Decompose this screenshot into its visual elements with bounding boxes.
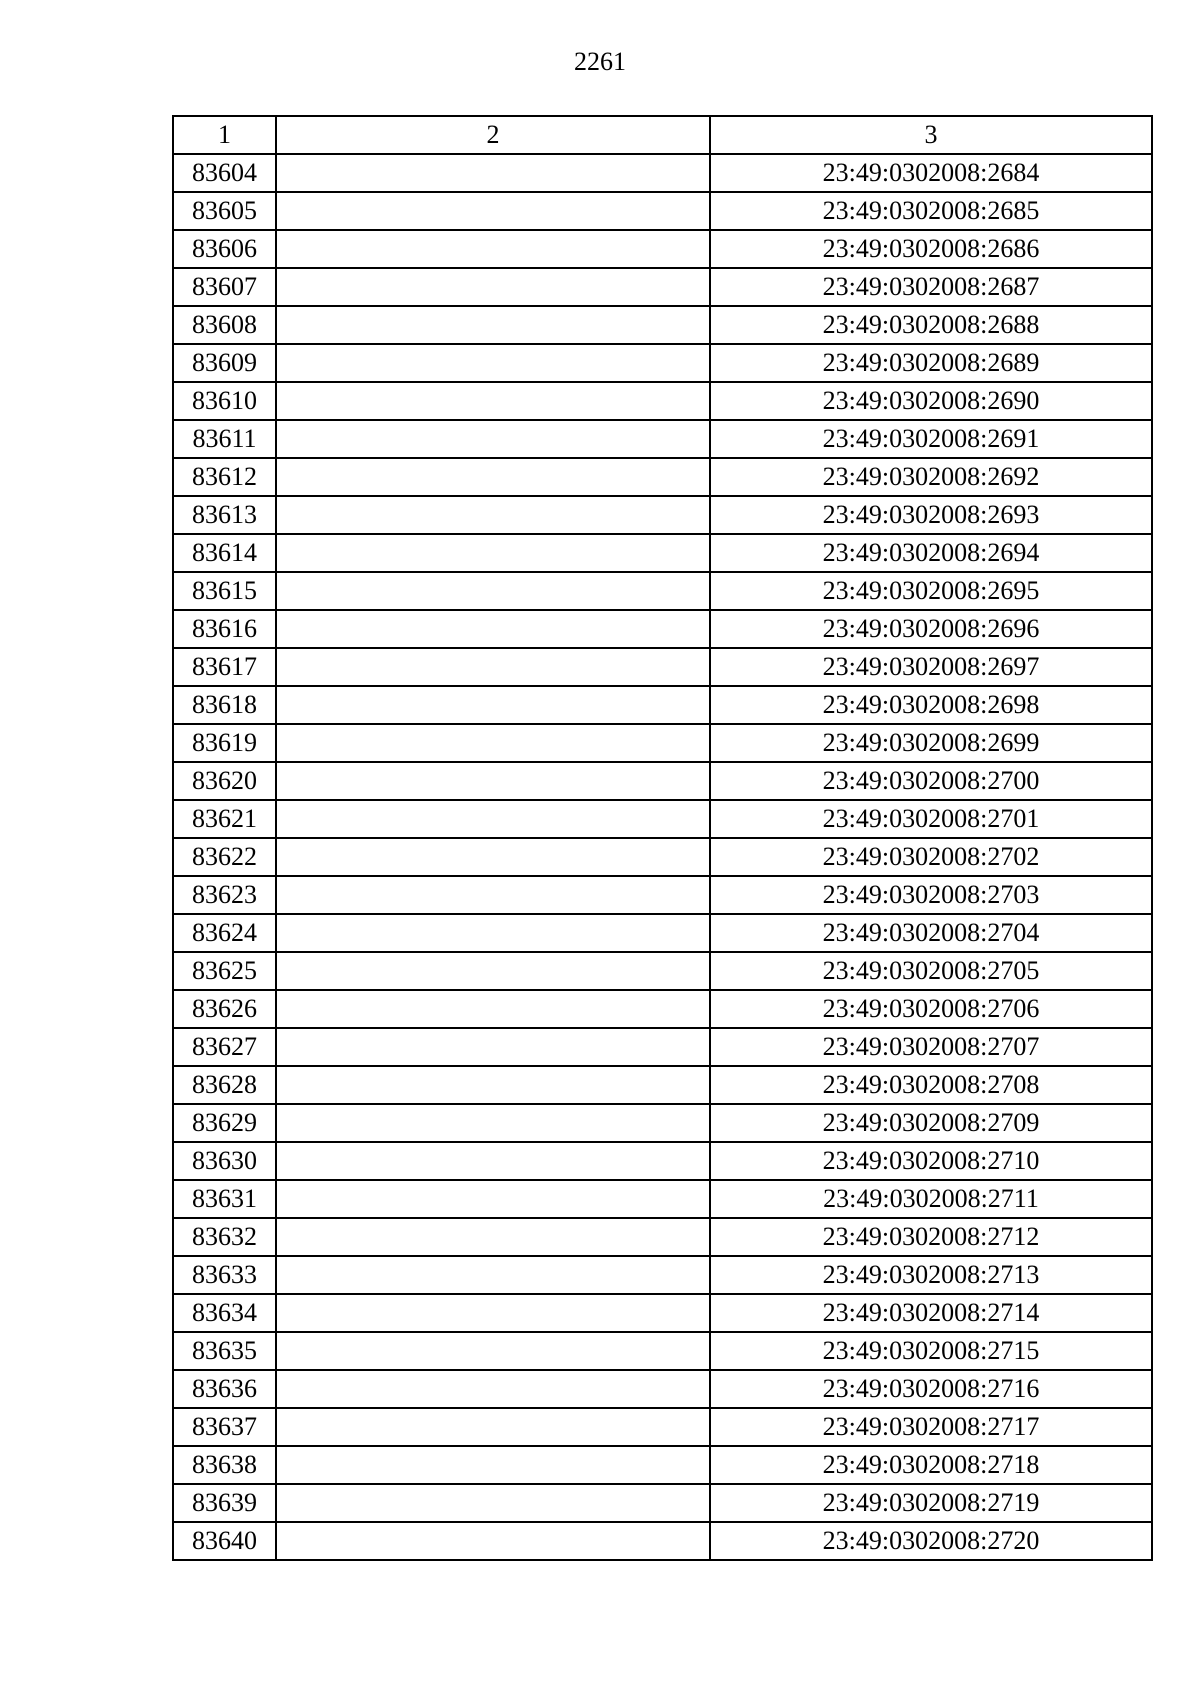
cadastral-number-cell: 23:49:0302008:2707	[710, 1028, 1152, 1066]
row-number-cell: 83611	[173, 420, 276, 458]
row-empty-cell	[276, 686, 710, 724]
cadastral-number-cell: 23:49:0302008:2691	[710, 420, 1152, 458]
row-empty-cell	[276, 496, 710, 534]
table-row	[173, 1218, 1152, 1256]
table-row	[173, 1104, 1152, 1142]
cadastral-number-cell: 23:49:0302008:2698	[710, 686, 1152, 724]
table-row	[173, 1522, 1152, 1560]
row-number-cell: 83613	[173, 496, 276, 534]
row-empty-cell	[276, 1332, 710, 1370]
cadastral-number-cell: 23:49:0302008:2702	[710, 838, 1152, 876]
cadastral-number-cell: 23:49:0302008:2712	[710, 1218, 1152, 1256]
table-row	[173, 1028, 1152, 1066]
cadastral-number-cell: 23:49:0302008:2697	[710, 648, 1152, 686]
row-number-cell: 83605	[173, 192, 276, 230]
table-row	[173, 1142, 1152, 1180]
cadastral-number-cell: 23:49:0302008:2708	[710, 1066, 1152, 1104]
row-number-cell: 83612	[173, 458, 276, 496]
header-row	[173, 116, 1152, 154]
row-empty-cell	[276, 1522, 710, 1560]
row-number-cell: 83629	[173, 1104, 276, 1142]
row-number-cell: 83636	[173, 1370, 276, 1408]
row-empty-cell	[276, 306, 710, 344]
table-row	[173, 344, 1152, 382]
table-row	[173, 154, 1152, 192]
row-empty-cell	[276, 458, 710, 496]
row-empty-cell	[276, 952, 710, 990]
table-row	[173, 762, 1152, 800]
row-number-cell: 83631	[173, 1180, 276, 1218]
row-number-cell: 83626	[173, 990, 276, 1028]
table-row	[173, 876, 1152, 914]
table-row	[173, 648, 1152, 686]
cadastral-number-cell: 23:49:0302008:2692	[710, 458, 1152, 496]
row-number-cell: 83633	[173, 1256, 276, 1294]
row-number-cell: 83617	[173, 648, 276, 686]
table-header	[173, 116, 1152, 154]
cadastral-number-cell: 23:49:0302008:2684	[710, 154, 1152, 192]
row-number-cell: 83621	[173, 800, 276, 838]
table-row	[173, 1294, 1152, 1332]
table-row	[173, 420, 1152, 458]
cadastral-number-cell: 23:49:0302008:2700	[710, 762, 1152, 800]
row-empty-cell	[276, 420, 710, 458]
row-empty-cell	[276, 610, 710, 648]
row-number-cell: 83614	[173, 534, 276, 572]
cadastral-number-cell: 23:49:0302008:2716	[710, 1370, 1152, 1408]
row-number-cell: 83618	[173, 686, 276, 724]
row-number-cell: 83628	[173, 1066, 276, 1104]
row-empty-cell	[276, 192, 710, 230]
table-row	[173, 838, 1152, 876]
row-empty-cell	[276, 838, 710, 876]
row-empty-cell	[276, 382, 710, 420]
row-number-cell: 83635	[173, 1332, 276, 1370]
cadastral-number-cell: 23:49:0302008:2714	[710, 1294, 1152, 1332]
cadastral-number-cell: 23:49:0302008:2715	[710, 1332, 1152, 1370]
table-row	[173, 458, 1152, 496]
row-empty-cell	[276, 724, 710, 762]
cadastral-number-cell: 23:49:0302008:2710	[710, 1142, 1152, 1180]
table-row	[173, 268, 1152, 306]
row-empty-cell	[276, 1256, 710, 1294]
row-empty-cell	[276, 1446, 710, 1484]
cadastral-number-cell: 23:49:0302008:2687	[710, 268, 1152, 306]
table-row	[173, 192, 1152, 230]
row-empty-cell	[276, 1180, 710, 1218]
row-number-cell: 83616	[173, 610, 276, 648]
cadastral-number-cell: 23:49:0302008:2699	[710, 724, 1152, 762]
cadastral-number-cell: 23:49:0302008:2686	[710, 230, 1152, 268]
table-row	[173, 1180, 1152, 1218]
page-number: 2261	[574, 47, 626, 76]
table-row	[173, 1484, 1152, 1522]
table-row	[173, 952, 1152, 990]
cadastral-number-cell: 23:49:0302008:2695	[710, 572, 1152, 610]
row-empty-cell	[276, 1104, 710, 1142]
cadastral-number-cell: 23:49:0302008:2701	[710, 800, 1152, 838]
row-number-cell: 83604	[173, 154, 276, 192]
table-row	[173, 724, 1152, 762]
row-number-cell: 83623	[173, 876, 276, 914]
cadastral-number-cell: 23:49:0302008:2705	[710, 952, 1152, 990]
row-number-cell: 83607	[173, 268, 276, 306]
cadastral-number-cell: 23:49:0302008:2720	[710, 1522, 1152, 1560]
cadastral-number-cell: 23:49:0302008:2717	[710, 1408, 1152, 1446]
cadastral-number-cell: 23:49:0302008:2718	[710, 1446, 1152, 1484]
cadastral-number-cell: 23:49:0302008:2709	[710, 1104, 1152, 1142]
row-number-cell: 83638	[173, 1446, 276, 1484]
cadastral-number-cell: 23:49:0302008:2711	[710, 1180, 1152, 1218]
row-number-cell: 83620	[173, 762, 276, 800]
cadastral-number-cell: 23:49:0302008:2688	[710, 306, 1152, 344]
table-row	[173, 1332, 1152, 1370]
column-header-1: 1	[173, 116, 276, 154]
table-row	[173, 230, 1152, 268]
cadastral-number-cell: 23:49:0302008:2713	[710, 1256, 1152, 1294]
row-empty-cell	[276, 1028, 710, 1066]
table-row	[173, 990, 1152, 1028]
cadastral-number-cell: 23:49:0302008:2696	[710, 610, 1152, 648]
table-body	[173, 154, 1152, 1560]
row-number-cell: 83639	[173, 1484, 276, 1522]
row-empty-cell	[276, 1370, 710, 1408]
row-number-cell: 83615	[173, 572, 276, 610]
row-number-cell: 83627	[173, 1028, 276, 1066]
table-row	[173, 306, 1152, 344]
cadastral-number-cell: 23:49:0302008:2704	[710, 914, 1152, 952]
cadastral-number-cell: 23:49:0302008:2689	[710, 344, 1152, 382]
row-number-cell: 83606	[173, 230, 276, 268]
cadastral-number-cell: 23:49:0302008:2706	[710, 990, 1152, 1028]
row-number-cell: 83624	[173, 914, 276, 952]
row-number-cell: 83609	[173, 344, 276, 382]
table-row	[173, 686, 1152, 724]
row-empty-cell	[276, 990, 710, 1028]
table-row	[173, 1370, 1152, 1408]
row-number-cell: 83625	[173, 952, 276, 990]
row-number-cell: 83630	[173, 1142, 276, 1180]
row-empty-cell	[276, 534, 710, 572]
table-row	[173, 572, 1152, 610]
table-row	[173, 914, 1152, 952]
row-empty-cell	[276, 914, 710, 952]
cadastral-number-cell: 23:49:0302008:2703	[710, 876, 1152, 914]
row-empty-cell	[276, 876, 710, 914]
row-empty-cell	[276, 1484, 710, 1522]
row-number-cell: 83608	[173, 306, 276, 344]
row-number-cell: 83610	[173, 382, 276, 420]
row-number-cell: 83637	[173, 1408, 276, 1446]
row-empty-cell	[276, 572, 710, 610]
cadastral-number-cell: 23:49:0302008:2693	[710, 496, 1152, 534]
row-empty-cell	[276, 230, 710, 268]
row-number-cell: 83632	[173, 1218, 276, 1256]
row-empty-cell	[276, 1408, 710, 1446]
row-number-cell: 83640	[173, 1522, 276, 1560]
table-row	[173, 1446, 1152, 1484]
row-empty-cell	[276, 1142, 710, 1180]
table-row	[173, 610, 1152, 648]
table-row	[173, 1256, 1152, 1294]
row-empty-cell	[276, 1294, 710, 1332]
column-header-3: 3	[710, 116, 1152, 154]
row-empty-cell	[276, 762, 710, 800]
row-number-cell: 83634	[173, 1294, 276, 1332]
table-row	[173, 1408, 1152, 1446]
row-empty-cell	[276, 800, 710, 838]
table-row	[173, 534, 1152, 572]
table-row	[173, 382, 1152, 420]
table-row	[173, 496, 1152, 534]
cadastral-number-cell: 23:49:0302008:2690	[710, 382, 1152, 420]
cadastral-number-cell: 23:49:0302008:2694	[710, 534, 1152, 572]
column-header-2: 2	[276, 116, 710, 154]
row-empty-cell	[276, 268, 710, 306]
cadastral-number-cell: 23:49:0302008:2685	[710, 192, 1152, 230]
row-number-cell: 83619	[173, 724, 276, 762]
row-empty-cell	[276, 1066, 710, 1104]
row-empty-cell	[276, 1218, 710, 1256]
cadastral-number-cell: 23:49:0302008:2719	[710, 1484, 1152, 1522]
table-row	[173, 1066, 1152, 1104]
row-empty-cell	[276, 344, 710, 382]
row-number-cell: 83622	[173, 838, 276, 876]
registry-table	[172, 115, 1153, 1561]
row-empty-cell	[276, 154, 710, 192]
table-row	[173, 800, 1152, 838]
row-empty-cell	[276, 648, 710, 686]
